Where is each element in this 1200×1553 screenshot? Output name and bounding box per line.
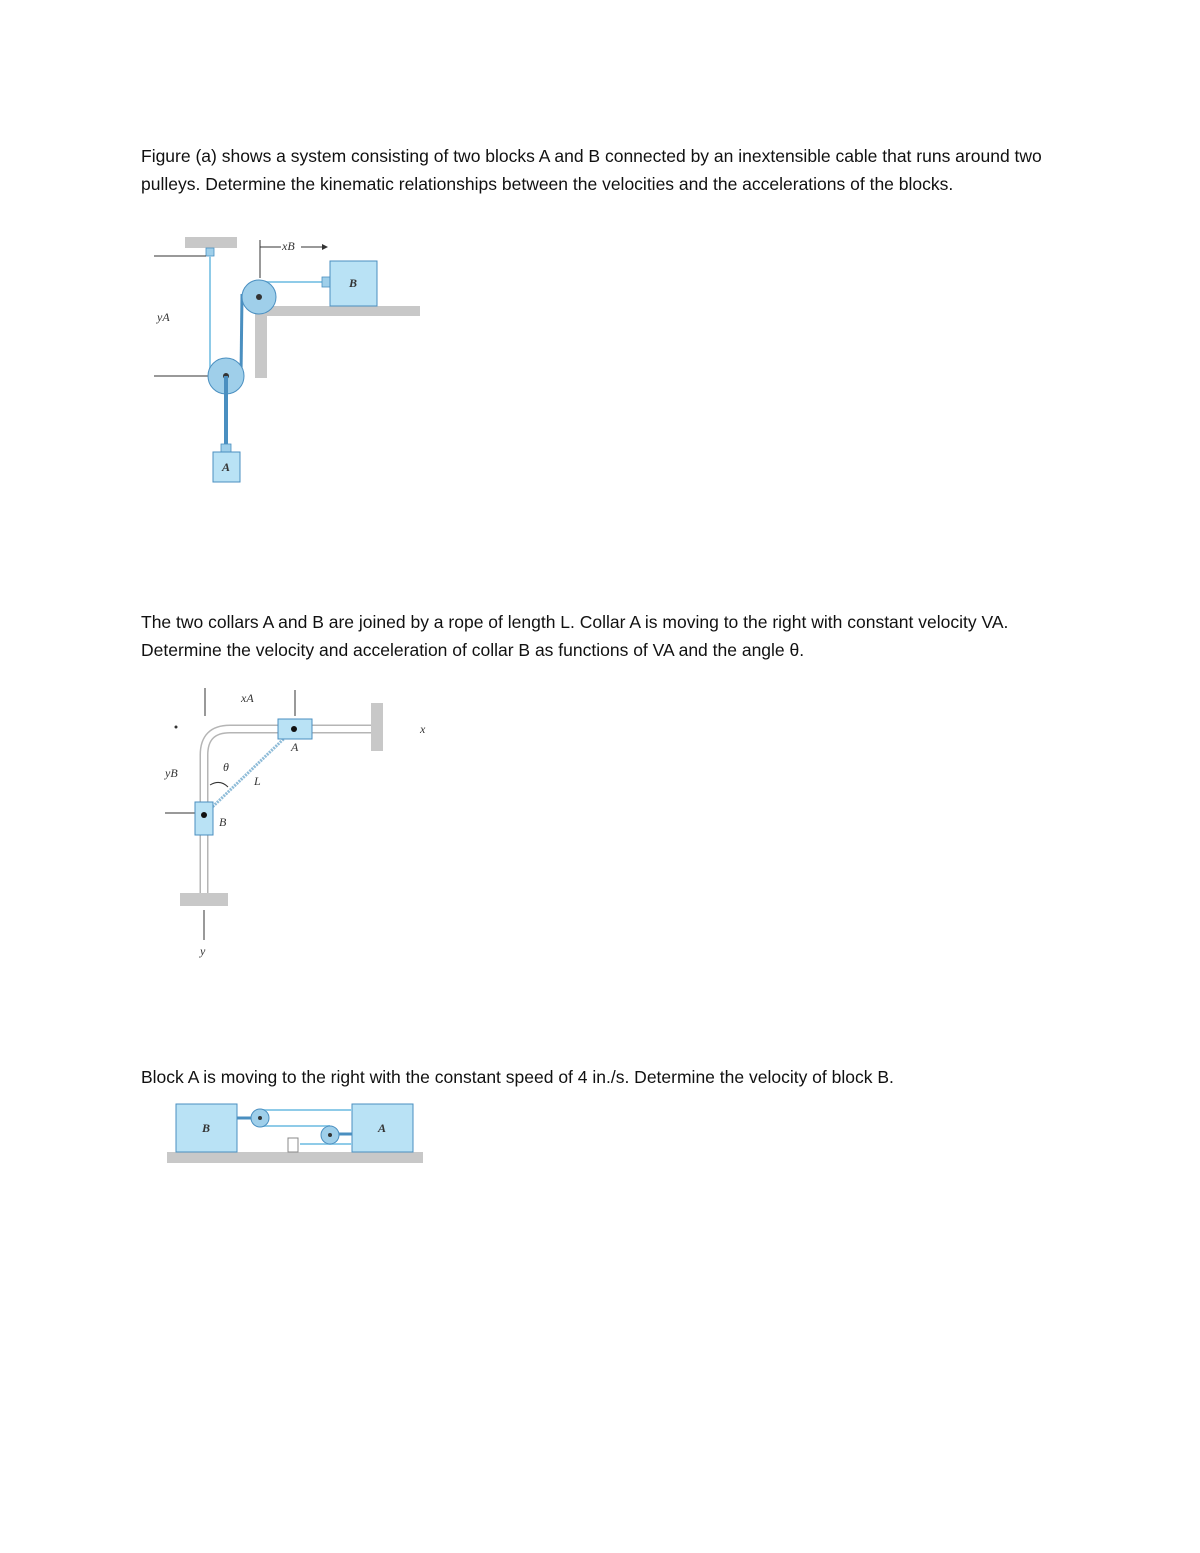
problem-1-text: Figure (a) shows a system consisting of two blocks A and B connected by an inextensible cable that runs around two pulleys. Determine the kinematic relationships between the velocities and the accelerations of the blocks. <box>141 146 1042 194</box>
bottom-support <box>180 893 228 906</box>
mount-post <box>288 1138 298 1152</box>
x-axis-label: x <box>420 722 426 736</box>
figure-2-collar-system <box>160 685 450 960</box>
floor <box>167 1152 423 1163</box>
yb-top-mark <box>175 726 178 729</box>
block-a-label: A <box>222 460 231 474</box>
pulley-top-hub <box>256 294 262 300</box>
figure-3-block-pulley <box>160 1098 430 1168</box>
block-a-label: A <box>378 1121 387 1135</box>
collar-a-label: A <box>291 740 299 754</box>
rod-bent <box>204 729 372 893</box>
pulley-right-hub <box>328 1133 332 1137</box>
collar-b <box>195 802 213 835</box>
pulley-left-hub <box>258 1116 262 1120</box>
rope-l <box>204 729 294 815</box>
hanger-clip <box>221 444 231 452</box>
ceiling-support <box>185 237 237 248</box>
block-b-label: B <box>349 276 358 290</box>
wall-vertical <box>255 312 267 378</box>
xb-arrow-head <box>322 244 328 250</box>
floor-horizontal <box>255 306 420 316</box>
cable-upper-right <box>241 294 242 376</box>
figure-1-pulley-system <box>140 228 430 490</box>
theta-label: θ <box>223 760 229 774</box>
right-wall <box>371 703 383 751</box>
ya-label: yA <box>157 310 170 324</box>
problem-2-text: The two collars A and B are joined by a rope of length L. Collar A is moving to the right with constant velocity VA. Determine the velocity and acceleration of collar B as functions of VA and the angle θ. <box>141 612 1009 660</box>
problem-3-text: Block A is moving to the right with the constant speed of 4 in./s. Determine the velocity of block B. <box>141 1067 894 1087</box>
collar-a-pin <box>291 726 297 732</box>
xb-label: xB <box>282 239 295 253</box>
ceiling-anchor <box>206 248 214 256</box>
length-label: L <box>254 774 261 788</box>
block-b-label: B <box>202 1121 211 1135</box>
y-axis-label: y <box>200 944 206 958</box>
hook-b <box>322 277 330 287</box>
xa-label: xA <box>241 691 254 705</box>
collar-b-pin <box>201 812 207 818</box>
yb-label: yB <box>165 766 178 780</box>
collar-b-label: B <box>219 815 227 829</box>
theta-arc <box>210 782 228 787</box>
rod-bent-inner <box>204 729 372 893</box>
